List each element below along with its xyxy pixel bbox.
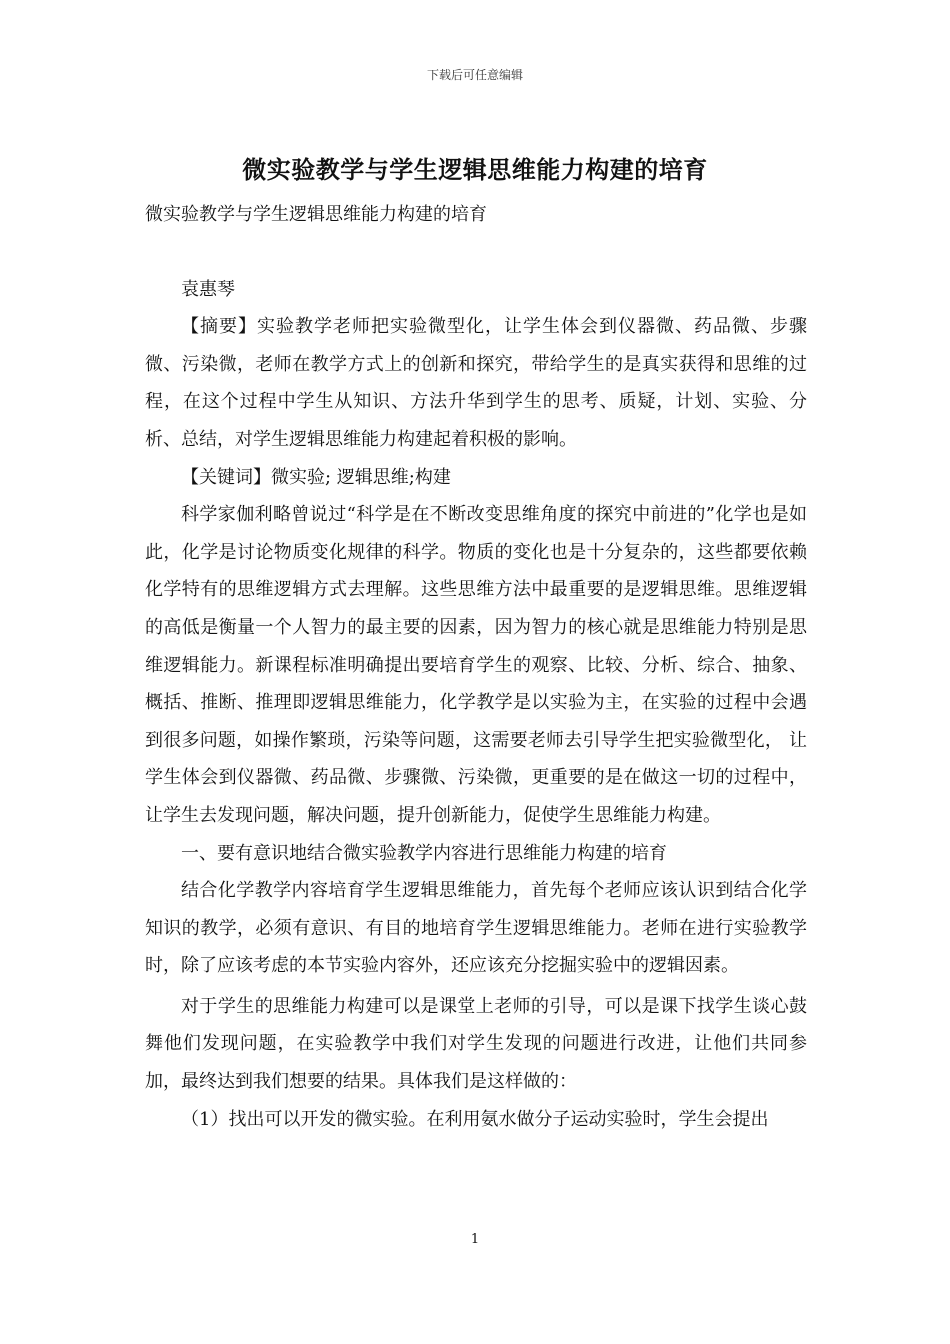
section-paragraph: 对于学生的思维能力构建可以是课堂上老师的引导，可以是课下找学生谈心鼓舞他们发现问题，在实验教学中我们对学生发现的问题进行改进，让他们共同参加，最终达到我们想要的结果。具体我们是这样做的： bbox=[145, 995, 807, 1093]
author-name: 袁惠琴 bbox=[181, 278, 235, 300]
header-note: 下载后可任意编辑 bbox=[426, 68, 523, 82]
abstract-paragraph: 【摘要】实验教学老师把实验微型化，让学生体会到仪器微、药品微、步骤微、污染微，老师在教学方式上的创新和探究，带给学生的是真实获得和思维的过程，在这个过程中学生从知识、方法升华到学生的思考、质疑，计划、实验、分析、总结，对学生逻辑思维能力构建起着积极的影响。 bbox=[145, 316, 807, 450]
document-subtitle: 微实验教学与学生逻辑思维能力构建的培育 bbox=[145, 204, 487, 225]
page-number: 1 bbox=[470, 1232, 480, 1247]
section-paragraph: 结合化学教学内容培育学生逻辑思维能力，首先每个老师应该认识到结合化学知识的教学，必须有意识、有目的地培育学生逻辑思维能力。老师在进行实验教学时，除了应该考虑的本节实验内容外，还应该充分挖掘实验中的逻辑因素。 bbox=[145, 880, 807, 977]
intro-paragraph: 科学家伽利略曾说过“科学是在不断改变思维角度的探究中前进的”化学也是如此，化学是讨论物质变化规律的科学。物质的变化也是十分复杂的，这些都要依赖化学特有的思维逻辑方式去理解。这些思维方法中最重要的是逻辑思维。思维逻辑的高低是衡量一个人智力的最主要的因素，因为智力的核心就是思维能力特别是思维逻辑能力。新课程标准明确提出要培育学生的观察、比较、分析、综合、抽象、概括、推断、推理即逻辑思维能力，化学教学是以实验为主，在实验的过程中会遇到很多问题，如操作繁琐，污染等问题，这需要老师去引导学生把实验微型化， 让学生体会到仪器微、药品微、步骤微、污染微，更重要的是在做这一切的过程中，让学生去发现问题，解决问题，提升创新能力，促使学生思维能力构建。 bbox=[145, 504, 807, 826]
document-title: 微实验教学与学生逻辑思维能力构建的培育 bbox=[242, 155, 708, 184]
keywords-line: 【关键词】微实验; 逻辑思维;构建 bbox=[181, 466, 451, 488]
section-heading: 一、要有意识地结合微实验教学内容进行思维能力构建的培育 bbox=[181, 842, 667, 864]
document-body bbox=[145, 196, 807, 1138]
list-item: （1）找出可以开发的微实验。在利用氨水做分子运动实验时，学生会提出 bbox=[181, 1108, 769, 1130]
